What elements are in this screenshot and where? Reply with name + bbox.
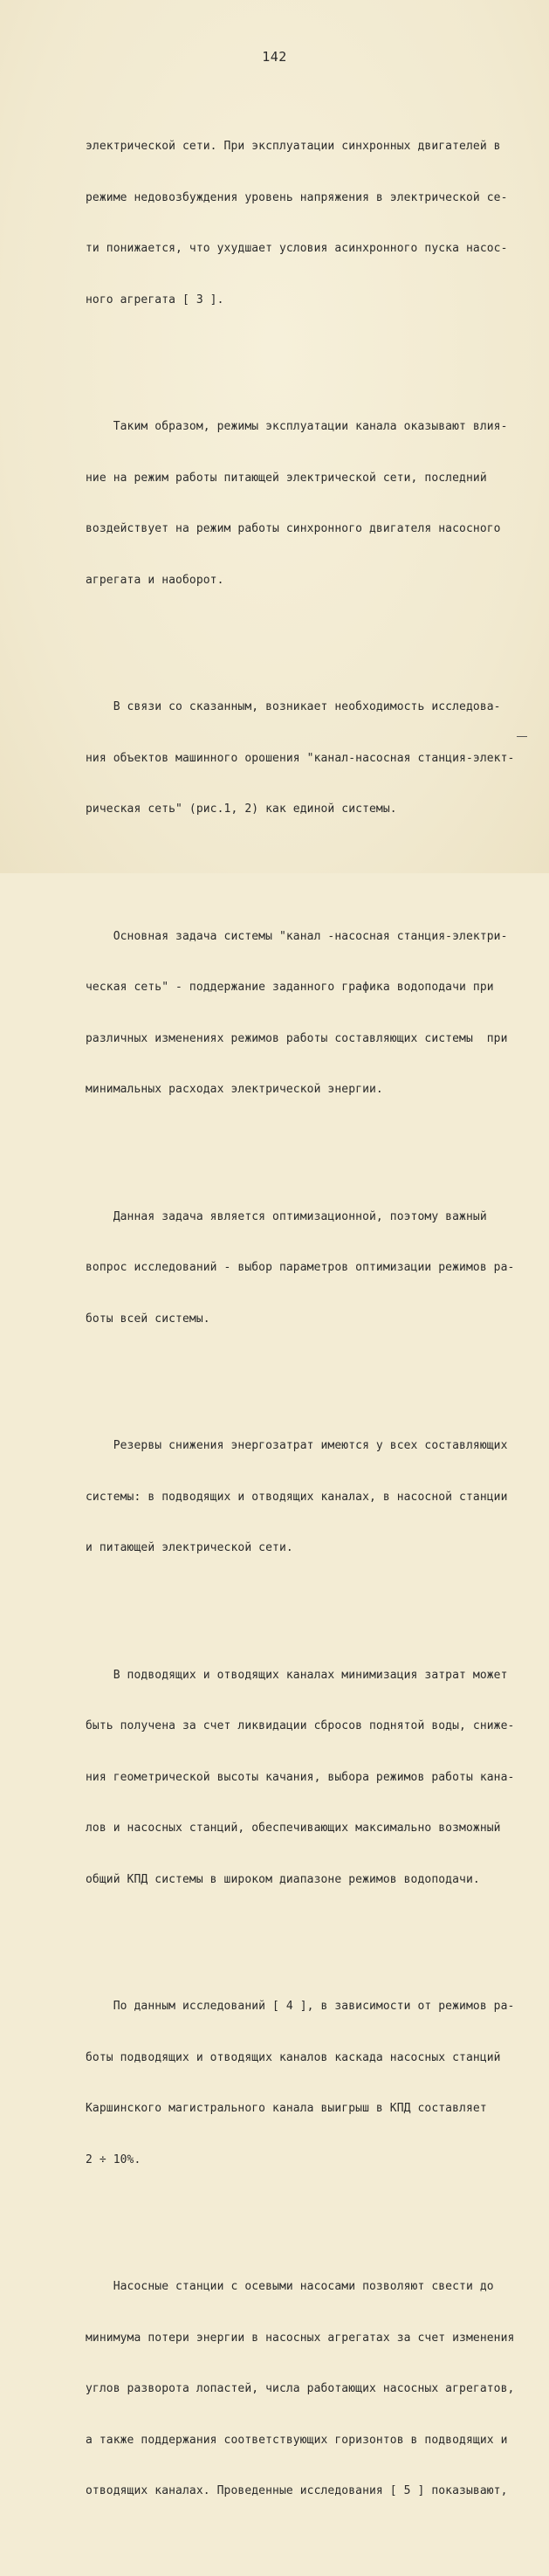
text-line: Насосные станции с осевыми насосами позволяют свести до bbox=[86, 2280, 494, 2293]
page-number: 142 bbox=[262, 49, 287, 65]
text-line: вопрос исследований - выбор параметров оптимизации режимов ра- bbox=[86, 1261, 515, 1274]
text-line: В подводящих и отводящих каналах минимизация затрат может bbox=[86, 1668, 508, 1682]
text-line: ти понижается, что ухудшает условия асинхронного пуска насос- bbox=[86, 242, 508, 255]
text-line: Данная задача является оптимизационной, поэтому важный bbox=[86, 1209, 487, 1223]
text-line: Таким образом, режимы эксплуатации канала оказывают влия- bbox=[86, 420, 508, 433]
text-line: минимума потери энергии в насосных агрегатах за счет изменения bbox=[86, 2331, 515, 2345]
text-line: рическая сеть" (рис.1, 2) как единой системы. bbox=[86, 802, 397, 816]
text-line: 2 ÷ 10%. bbox=[86, 2152, 141, 2166]
text-line: и питающей электрической сети. bbox=[86, 1541, 293, 1554]
text-line: системы: в подводящих и отводящих каналах, в насосной станции bbox=[86, 1490, 508, 1504]
text-line: Резервы снижения энергозатрат имеются у всех составляющих bbox=[86, 1439, 508, 1452]
text-line: углов разворота лопастей, числа работающих насосных агрегатов, bbox=[86, 2382, 515, 2395]
text-line: различных изменениях режимов работы составляющих системы при bbox=[86, 1031, 508, 1045]
text-line: ние на режим работы питающей электрической сети, последний bbox=[86, 471, 487, 485]
text-line: боты всей системы. bbox=[86, 1312, 210, 1326]
paragraph bbox=[86, 104, 508, 342]
text-line: По данным исследований [ 4 ], в зависимости от режимов ра- bbox=[86, 2000, 515, 2013]
text-line: быть получена за счет ликвидации сбросов поднятой воды, сниже- bbox=[86, 1719, 515, 1732]
text-line: общий КПД системы в широком диапазоне режимов водоподачи. bbox=[86, 1872, 480, 1886]
text-line: В связи со сказанным, возникает необходимость исследова- bbox=[86, 700, 501, 713]
text-line: а также поддержания соответствующих горизонтов в подводящих и bbox=[86, 2433, 508, 2447]
text-line: отводящих каналах. Проведенные исследования [ 5 ] показывают, bbox=[86, 2484, 508, 2497]
text-line: лов и насосных станций, обеспечивающих максимально возможный bbox=[86, 1822, 501, 1835]
paragraph bbox=[86, 1964, 515, 2202]
paragraph bbox=[86, 665, 515, 852]
text-line: ного агрегата [ 3 ]. bbox=[86, 293, 224, 307]
margin-dash-mark bbox=[517, 736, 527, 737]
paragraph bbox=[86, 1633, 515, 1923]
text-line: электрической сети. При эксплуатации синхронных двигателей в bbox=[86, 140, 501, 153]
paragraph bbox=[86, 1403, 508, 1591]
paragraph bbox=[86, 384, 508, 623]
text-line: минимальных расходах электрической энергии. bbox=[86, 1083, 383, 1096]
paragraph bbox=[86, 2244, 515, 2534]
text-line: агрегата и наоборот. bbox=[86, 573, 224, 587]
text-line: Основная задача системы "канал -насосная станция-электри- bbox=[86, 929, 508, 943]
text-line: ния геометрической высоты качания, выбора режимов работы кана- bbox=[86, 1770, 515, 1784]
text-line: ния объектов машинного орошения "канал-насосная станция-элект- bbox=[86, 751, 515, 765]
text-line: ческая сеть" - поддержание заданного графика водоподачи при bbox=[86, 981, 494, 994]
text-line: воздействует на режим работы синхронного двигателя насосного bbox=[86, 522, 501, 535]
paragraph bbox=[86, 894, 508, 1133]
text-line: боты подводящих и отводящих каналов каскада насосных станций bbox=[86, 2050, 501, 2064]
text-line: Каршинского магистрального канала выигрыш в КПД составляет bbox=[86, 2102, 487, 2115]
text-line: режиме недовозбуждения уровень напряжения в электрической се- bbox=[86, 190, 508, 204]
paragraph bbox=[86, 1174, 515, 1362]
body-text bbox=[86, 70, 515, 2576]
